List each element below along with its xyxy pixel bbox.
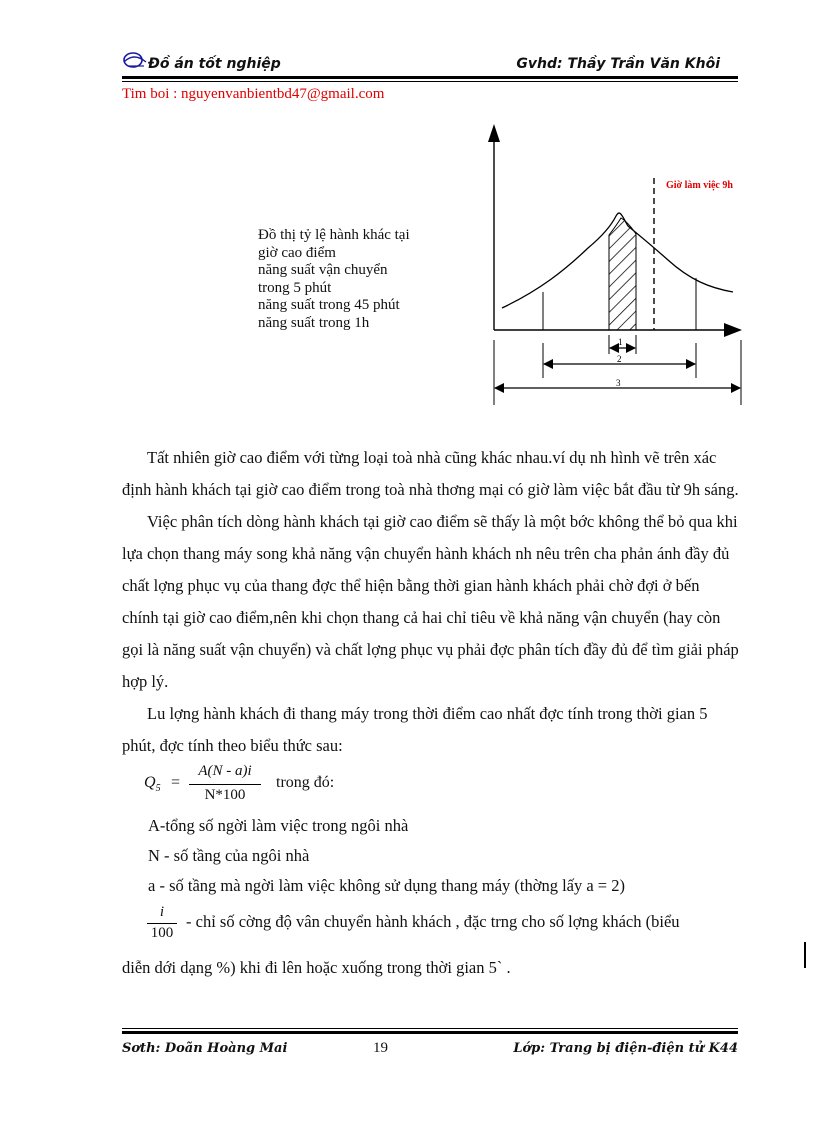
- email-line: Tim boi : nguyenvanbientbd47@gmail.com: [122, 86, 385, 102]
- formula-q5: [144, 763, 544, 807]
- fraction-i-over-100: [144, 904, 180, 942]
- logo-icon: [122, 50, 150, 72]
- caption-line: trong 5 phút: [258, 279, 332, 296]
- paragraph-3: Lu lợng hành khách đi thang máy trong thời điểm cao nhất đợc tính trong thời gian 5 phút, đợc tính theo biểu thức sau:: [122, 704, 708, 755]
- peak-hour-diagram: [470, 120, 760, 415]
- formula-lhs-symbol: Q: [144, 774, 156, 791]
- header-title: Đồ án tốt nghiệp: [148, 56, 281, 72]
- def-N: N - số tầng của ngôi nhà: [148, 846, 310, 865]
- def-i-continued: diễn dới dạng %) khi đi lên hoặc xuống trong thời gian 5` .: [122, 958, 511, 977]
- fraction-denominator: 100: [150, 925, 174, 941]
- caption-line: năng suất vận chuyển: [258, 262, 388, 278]
- figure-caption: [258, 227, 458, 332]
- caption-line: năng suất trong 1h: [258, 314, 370, 331]
- caption-line: Đồ thị tỷ lệ hành khác tại: [258, 227, 410, 243]
- def-i: - chỉ số cờng độ vân chuyển hành khách , đặc trng cho số lợng khách (biểu: [186, 912, 680, 931]
- hatched-5min-area: [609, 218, 636, 330]
- footer-rule: [122, 1031, 738, 1034]
- footer-class: Lớp: Trang bị điện-điện tử K44: [513, 1041, 738, 1056]
- footer-rule-thin: [122, 1028, 738, 1029]
- def-A: A-tổng số ngời làm việc trong ngôi nhà: [148, 816, 409, 835]
- fraction-numerator: i: [159, 904, 165, 920]
- formula-fraction-bar: [189, 784, 261, 785]
- paragraph-1: Tất nhiên giờ cao điểm với từng loại toà nhà cũng khác nhau.ví dụ nh hình vẽ trên xác định hành khách tại giờ cao điểm trong toà nhà thơng mại có giờ làm việc bắt đầu từ 9h sáng.: [122, 448, 739, 499]
- formula-lhs-sub: 5: [155, 783, 161, 795]
- formula-denominator: N*100: [204, 787, 246, 803]
- formula-lhs: [144, 774, 161, 794]
- work-start-label: Giờ làm việc 9h: [666, 180, 733, 191]
- caption-line: giờ cao điểm: [258, 244, 336, 261]
- footer-author: Sơth: Doãn Hoàng Mai: [122, 1041, 288, 1056]
- fraction-bar: [147, 923, 177, 924]
- page-number: 19: [373, 1040, 388, 1056]
- y-axis-arrow-icon: [488, 124, 500, 142]
- dim-label-1: 1: [618, 337, 623, 347]
- header-supervisor: Gvhd: Thầy Trần Văn Khôi: [516, 56, 720, 72]
- def-a: a - số tầng mà ngời làm việc không sử dụng thang máy (thờng lấy a = 2): [148, 876, 625, 895]
- dim-label-3: 3: [616, 378, 621, 388]
- caption-line: năng suất trong 45 phút: [258, 297, 400, 313]
- formula-tail: trong đó:: [276, 774, 335, 791]
- formula-equals: =: [171, 774, 181, 791]
- x-axis-arrow-icon: [724, 323, 742, 337]
- body-paragraphs: [122, 442, 740, 762]
- header-rule: [122, 76, 738, 79]
- header-rule-thin: [122, 81, 738, 82]
- paragraph-2: Việc phân tích dòng hành khách tại giờ cao điểm sẽ thấy là một bớc không thể bỏ qua khi lựa chọn thang máy song khả năng vận chuyển hành khách nh nêu trên cha phản ánh đầy đủ chất lợng phục vụ của thang đợc thể hiện bằng thời gian hành khách phải chờ đợi ở bến chính tại giờ cao điểm,nên khi chọn thang cả hai chỉ tiêu về khả năng vận chuyển (hay còn gọi là năng suất vận chuyển) và chất lợng phục vụ phải đợc phân tích đầy đủ để tìm giải pháp hợp lý.: [122, 512, 739, 691]
- formula-numerator: A(N - a)i: [198, 763, 252, 779]
- dim-label-2: 2: [617, 354, 622, 364]
- text-cursor: [804, 942, 806, 968]
